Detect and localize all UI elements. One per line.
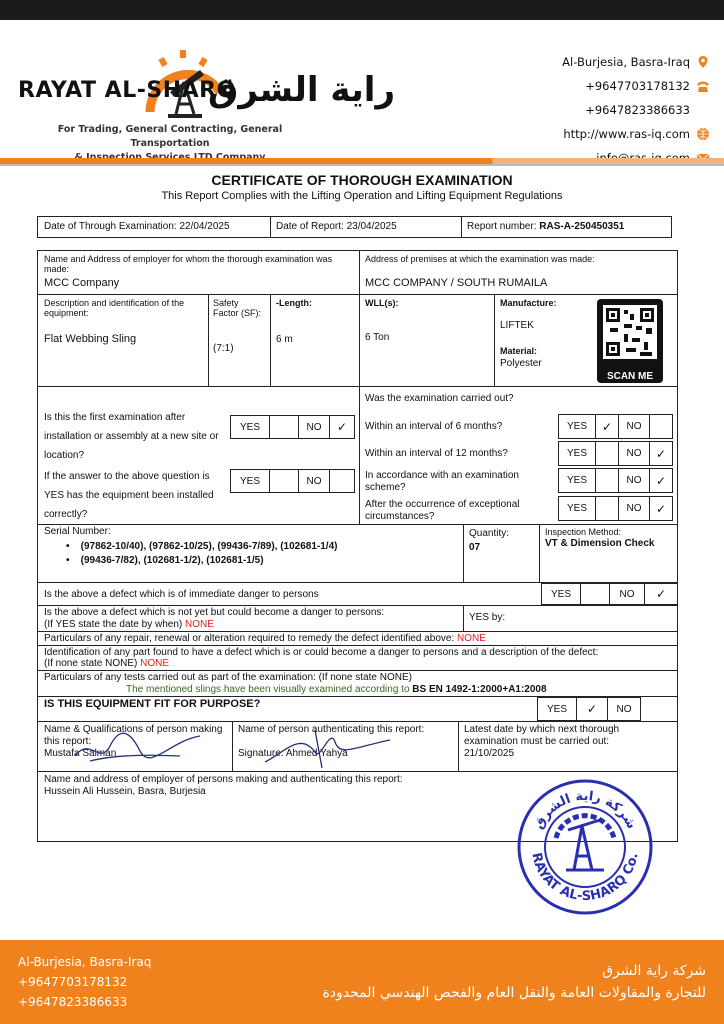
question-carried-out-header: Was the examination carried out? — [365, 393, 514, 404]
report-date: Date of Report: 23/04/2025 — [276, 221, 397, 232]
globe-icon — [696, 127, 710, 141]
defect-identification-line-2: (If none state NONE) NONE — [44, 658, 170, 669]
installed-yes-box[interactable] — [269, 469, 299, 493]
installed-yes-label: YES — [230, 469, 270, 493]
twelve-months-no-checkbox[interactable]: ✓ — [649, 441, 673, 466]
footer-phone-2: +9647823386633 — [18, 995, 128, 1009]
serial-label: Serial Number: — [44, 526, 111, 537]
question-installed-correctly: If the answer to the above question is YES has the equipment been installed correctly? — [44, 471, 214, 520]
wll-value: 6 Ton — [365, 332, 390, 343]
manufacture-label: Manufacture: — [500, 298, 557, 308]
installed-no-label: NO — [298, 469, 330, 493]
report-number: Report number: RAS-A-250450351 — [467, 221, 625, 232]
signature-ahmed — [260, 722, 400, 772]
employer-value: MCC Company — [44, 277, 120, 289]
question-12-months: Within an interval of 12 months? — [365, 448, 508, 459]
authenticating-value: Signature: Ahmed Yahya — [238, 748, 348, 759]
equipment-desc-label: Description and identification of the equipment: — [44, 298, 185, 318]
first-exam-no-label: NO — [298, 415, 330, 439]
telephone-icon — [696, 79, 710, 93]
repair-particulars: Particulars of any repair, renewal or alteration required to remedy the defect identified above: NONE — [44, 633, 486, 644]
safety-factor-value: (7:1) — [213, 343, 234, 354]
question-first-exam: Is this the first examination after installation or assembly at a new site or location? — [44, 412, 219, 461]
certificate-subtitle: This Report Complies with the Lifting Operation and Lifting Equipment Regulations — [161, 190, 563, 202]
immediate-yes-box[interactable] — [580, 583, 610, 605]
first-exam-no-checkbox[interactable]: ✓ — [329, 415, 355, 439]
quantity-label: Quantity: — [469, 528, 510, 539]
manufacture-value: LIFTEK — [500, 320, 534, 331]
authenticating-label: Name of person authenticating this report: — [238, 724, 425, 735]
exceptional-yes-label: YES — [558, 496, 596, 521]
defect-future-line-1: Is the above a defect which is not yet but could become a danger to persons: — [44, 607, 385, 618]
header-divider — [0, 164, 724, 166]
immediate-yes-label: YES — [541, 583, 581, 605]
immediate-no-checkbox[interactable]: ✓ — [644, 583, 678, 605]
equipment-desc-value: Flat Webbing Sling — [44, 333, 137, 345]
qualifications-label: Name & Qualifications of person making this report: — [44, 724, 223, 747]
yes-by-label: YES by: — [469, 612, 506, 623]
question-6-months: Within an interval of 6 months? — [365, 421, 503, 432]
qr-code[interactable] — [597, 299, 663, 383]
certificate-title: CERTIFICATE OF THOROUGH EXAMINATION — [211, 172, 513, 188]
fit-for-purpose-question: IS THIS EQUIPMENT FIT FOR PURPOSE? — [44, 698, 261, 710]
footer-bar — [0, 940, 724, 1024]
material-value: Polyester — [500, 358, 542, 369]
twelve-months-no-label: NO — [618, 441, 650, 466]
inspection-method-value: VT & Dimension Check — [545, 538, 655, 549]
six-months-no-label: NO — [618, 414, 650, 439]
qr-code-icon — [597, 299, 663, 365]
footer-ar-line-1: شركة راية الشرق — [602, 963, 706, 979]
quantity-value: 07 — [469, 542, 481, 553]
footer-arabic-name — [322, 960, 706, 1004]
scheme-yes-box[interactable] — [595, 468, 619, 493]
fit-yes-checkbox[interactable]: ✓ — [576, 697, 608, 721]
footer-ar-line-2: للتجارة والمقاولات العامة والنقل العام والفحص الهندسي المحدودة — [322, 985, 706, 1001]
fit-no-label: NO — [607, 697, 641, 721]
next-exam-date: 21/10/2025 — [464, 748, 515, 759]
length-label: -Length: — [276, 298, 312, 308]
signature-mustafa — [70, 726, 210, 772]
footer-phone-1: +9647703178132 — [18, 975, 128, 989]
six-months-no-box[interactable] — [649, 414, 673, 439]
contact-address: Al-Burjesia, Basra-Iraq — [562, 55, 690, 69]
exceptional-no-checkbox[interactable]: ✓ — [649, 496, 673, 521]
svg-text:RAYAT AL-SHARQ Co.: RAYAT AL-SHARQ Co. — [528, 851, 642, 905]
company-name-ar: راية الشرق — [208, 70, 396, 110]
serial-line-1: • (97862-10/40), (97862-10/25), (99436-7/89), (102681-1/4) — [66, 541, 338, 552]
exam-date: Date of Through Examination: 22/04/2025 — [44, 221, 230, 232]
top-bar — [0, 0, 724, 20]
svg-text:شركة راية الشرق: شركة راية الشرق — [531, 788, 639, 832]
installed-no-box[interactable] — [329, 469, 355, 493]
company-seal-stamp — [516, 778, 654, 916]
defect-identification-line-1: Identification of any part found to have a defect which is or could become a danger to persons and a description of the defect: — [44, 647, 599, 658]
employer-persons-label: Name and address of employer of persons making and authenticating this report: — [44, 774, 403, 785]
exceptional-no-label: NO — [618, 496, 650, 521]
safety-factor-label: Safety Factor (SF): — [213, 298, 262, 318]
employer-label: Name and Address of employer for whom the thorough examination was made: — [44, 254, 333, 274]
next-exam-label: Latest date by which next thorough examination must be carried out: — [464, 724, 620, 747]
six-months-yes-checkbox[interactable]: ✓ — [595, 414, 619, 439]
qualifications-value: Mustafa Salman — [44, 748, 117, 759]
location-pin-icon — [696, 55, 710, 69]
employer-persons-value: Hussein Ali Hussein, Basra, Burjesia — [44, 786, 206, 797]
immediate-no-label: NO — [609, 583, 645, 605]
inspection-method-label: Inspection Method: — [545, 527, 622, 537]
scheme-no-checkbox[interactable]: ✓ — [649, 468, 673, 493]
six-months-yes-label: YES — [558, 414, 596, 439]
contact-block — [562, 50, 710, 170]
contact-website[interactable]: http://www.ras-iq.com — [563, 127, 690, 141]
question-exam-scheme: In accordance with an examination scheme? — [365, 470, 519, 493]
company-name-en: RAYAT AL-SHARQ — [18, 78, 236, 103]
premises-value: MCC COMPANY / SOUTH RUMAILA — [365, 277, 548, 289]
premises-label: Address of premises at which the examination was made: — [365, 254, 595, 264]
tests-description: The mentioned slings have been visually examined according to BS EN 1492-1:2000+A1:2008 — [126, 684, 547, 695]
first-exam-yes-box[interactable] — [269, 415, 299, 439]
length-value: 6 m — [276, 334, 293, 345]
contact-phone-2: +9647823386633 — [585, 103, 690, 117]
fit-yes-label: YES — [537, 697, 577, 721]
contact-phone-1: +9647703178132 — [585, 79, 690, 93]
footer-address: Al-Burjesia, Basra-Iraq — [18, 955, 152, 969]
material-label: Material: — [500, 346, 538, 356]
twelve-months-yes-label: YES — [558, 441, 596, 466]
footer-contact — [18, 952, 151, 1012]
twelve-months-yes-box[interactable] — [595, 441, 619, 466]
qr-label: SCAN ME — [606, 371, 654, 382]
scheme-no-label: NO — [618, 468, 650, 493]
defect-future-line-2: (If YES state the date by when) NONE — [44, 619, 214, 630]
letterhead — [0, 20, 724, 158]
tagline-line-1: For Trading, General Contracting, General Transportation — [57, 124, 283, 149]
tests-label: Particulars of any tests carried out as part of the examination: (If none state NONE) — [44, 672, 412, 683]
question-exceptional: After the occurrence of exceptional circumstances? — [365, 499, 520, 522]
first-exam-yes-label: YES — [230, 415, 270, 439]
exceptional-yes-box[interactable] — [595, 496, 619, 521]
wll-label: WLL(s): — [365, 298, 399, 308]
scheme-yes-label: YES — [558, 468, 596, 493]
defect-immediate-question: Is the above a defect which is of immediate danger to persons — [44, 589, 319, 600]
serial-line-2: • (99436-7/82), (102681-1/2), (102681-1/5) — [66, 555, 264, 566]
